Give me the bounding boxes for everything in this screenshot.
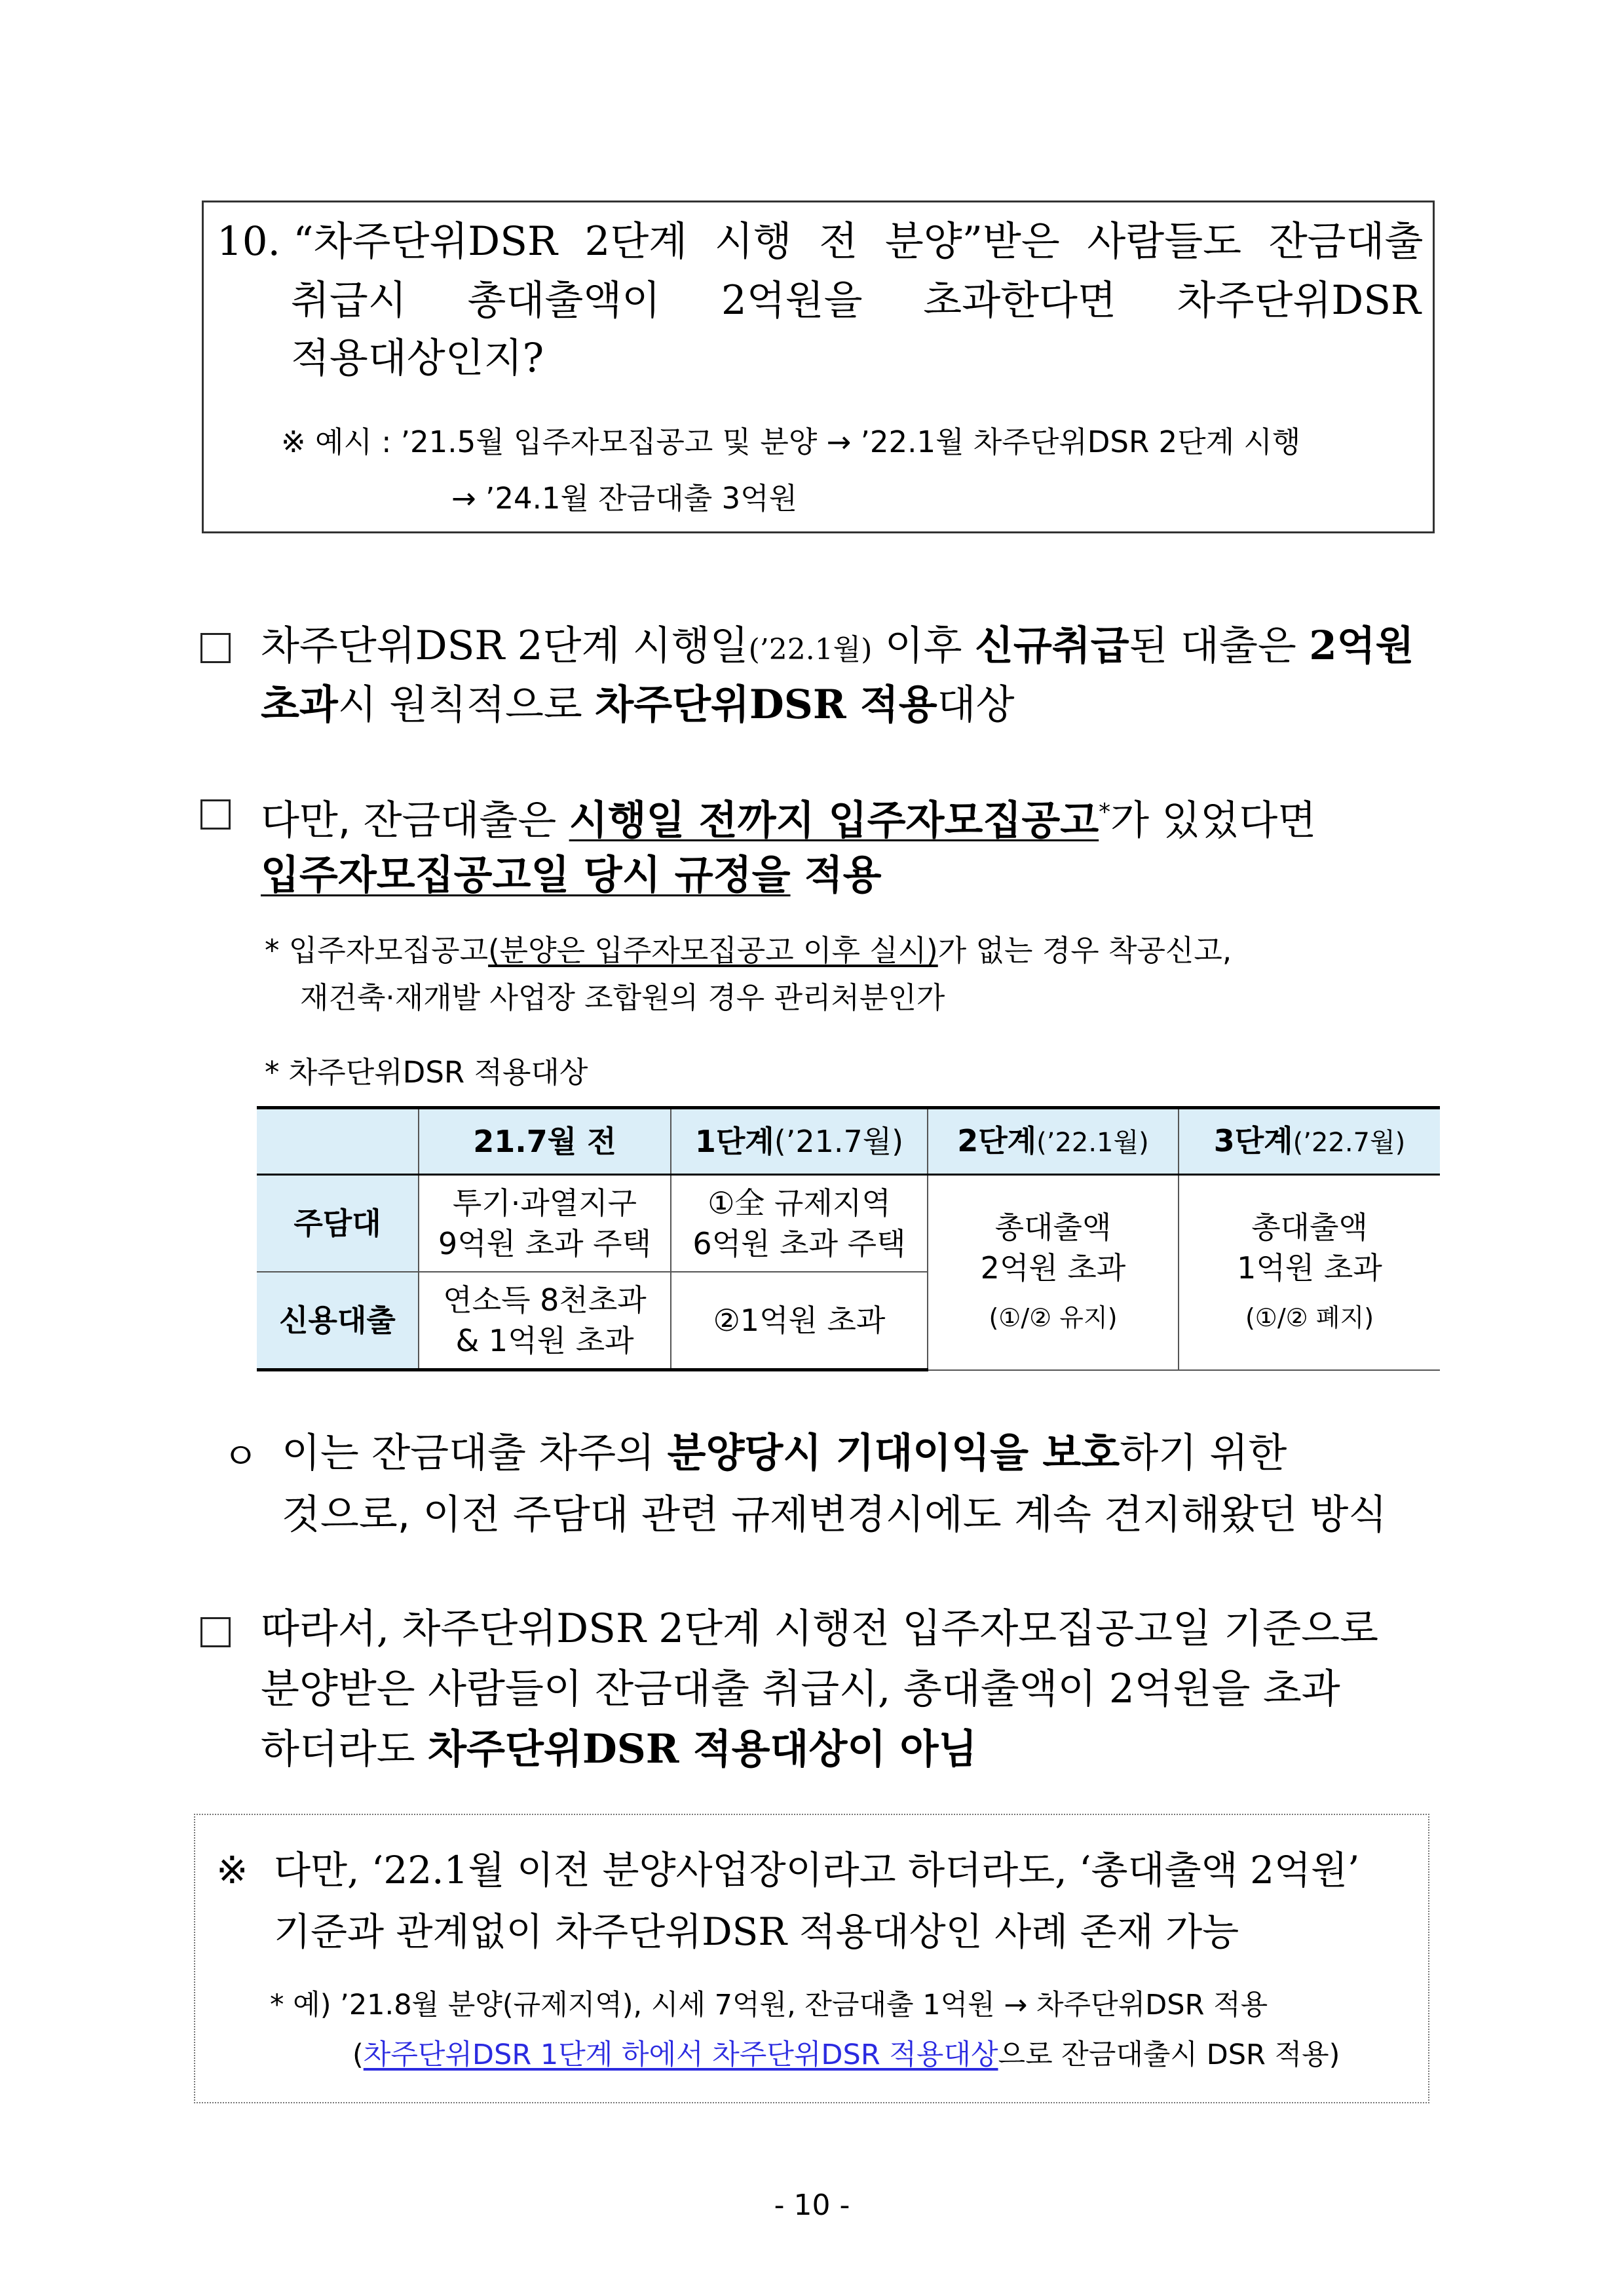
dsr-stage-table	[257, 1106, 1440, 1371]
row-label: 신용대출	[257, 1272, 419, 1370]
paragraph-2-line-2: 입주자모집공고일 당시 규정을 적용	[261, 852, 882, 898]
question-box	[202, 201, 1435, 533]
checkbox-bullet-1	[200, 633, 231, 663]
question-text-3: 적용대상인지?	[291, 335, 544, 381]
table-cell: ①全 규제지역 6억원 초과 주택	[671, 1175, 928, 1272]
question-text-2: 취급시 총대출액이 2억원을 초과한다면 차주단위DSR	[291, 277, 1421, 324]
question-example-line-2: → ’24.1월 잔금대출 3억원	[451, 481, 798, 516]
paragraph-4-line-1: 따라서, 차주단위DSR 2단계 시행전 입주자모집공고일 기준으로	[261, 1605, 1379, 1652]
table-header-cell: 2단계(’22.1월)	[928, 1108, 1179, 1175]
paragraph-4-line-2: 분양받은 사람들이 잔금대출 취급시, 총대출액이 2억원을 초과	[261, 1666, 1340, 1712]
example-line-1: 다만, ‘22.1월 이전 분양사업장이라고 하더라도, ‘총대출액 2억원’	[274, 1848, 1360, 1892]
table-header-cell	[257, 1108, 419, 1175]
row-label: 주담대	[257, 1175, 419, 1272]
table-cell: 투기·과열지구 9억원 초과 주택	[419, 1175, 671, 1272]
table-row	[257, 1175, 1440, 1272]
question-number: 10.	[217, 218, 281, 265]
table-cell: 총대출액 2억원 초과 (①/② 유지)	[928, 1175, 1179, 1370]
question-example-line-1: ※ 예시 : ’21.5월 입주자모집공고 및 분양 → ’22.1월 차주단위DSR 2단계 시행	[281, 425, 1301, 459]
table-header-row	[257, 1108, 1440, 1175]
example-line-2: 기준과 관계없이 차주단위DSR 적용대상인 사례 존재 가능	[274, 1909, 1239, 1954]
circle-bullet: ㅇ	[223, 1436, 259, 1478]
page-number: - 10 -	[774, 2189, 850, 2222]
footnote-2: * 차주단위DSR 적용대상	[265, 1055, 588, 1090]
question-text-1: “차주단위DSR 2단계 시행 전 분양”받은 사람들도 잔금대출	[293, 218, 1424, 265]
paragraph-2-line-1: 다만, 잔금대출은 시행일 전까지 입주자모집공고*가 있었다면	[261, 797, 1317, 844]
paragraph-3-line-2: 것으로, 이전 주담대 관련 규제변경시에도 계속 견지해왔던 방식	[282, 1491, 1388, 1538]
paragraph-3-line-1: 이는 잔금대출 차주의 분양당시 기대이익을 보호하기 위한	[282, 1430, 1287, 1476]
table-header-cell: 21.7월 전	[419, 1108, 671, 1175]
checkbox-bullet-2	[200, 799, 231, 830]
example-footnote-line-2: (차주단위DSR 1단계 하에서 차주단위DSR 적용대상으로 잔금대출시 DSR 적용)	[352, 2038, 1340, 2071]
table-cell: ②1억원 초과	[671, 1272, 928, 1370]
table-cell: 총대출액 1억원 초과 (①/② 폐지)	[1179, 1175, 1440, 1370]
paragraph-1-line-1: 차주단위DSR 2단계 시행일(’22.1월) 이후 신규취급된 대출은 2억원	[261, 622, 1414, 669]
paragraph-1-line-2: 초과시 원칙적으로 차주단위DSR 적용대상	[261, 681, 1015, 728]
table-header-cell: 3단계(’22.7월)	[1179, 1108, 1440, 1175]
footnote-1-line-2: 재건축·재개발 사업장 조합원의 경우 관리처분인가	[300, 980, 945, 1015]
question-line-1	[217, 216, 1422, 268]
example-footnote-line-1: * 예) ’21.8월 분양(규제지역), 시세 7억원, 잔금대출 1억원 → 차주단위DSR 적용	[270, 1989, 1268, 2021]
table-cell: 연소득 8천초과 & 1억원 초과	[419, 1272, 671, 1370]
checkbox-bullet-3	[200, 1617, 231, 1647]
footnote-1-line-1: * 입주자모집공고(분양은 입주자모집공고 이후 실시)가 없는 경우 착공신고,	[265, 933, 1232, 968]
table-header-cell: 1단계(’21.7월)	[671, 1108, 928, 1175]
reference-mark: ※	[216, 1848, 248, 1892]
example-box	[194, 1814, 1429, 2103]
dsr-stage1-link[interactable]: 차주단위DSR 1단계 하에서 차주단위DSR 적용대상	[363, 2038, 998, 2071]
paragraph-4-line-3: 하더라도 차주단위DSR 적용대상이 아님	[261, 1726, 977, 1772]
